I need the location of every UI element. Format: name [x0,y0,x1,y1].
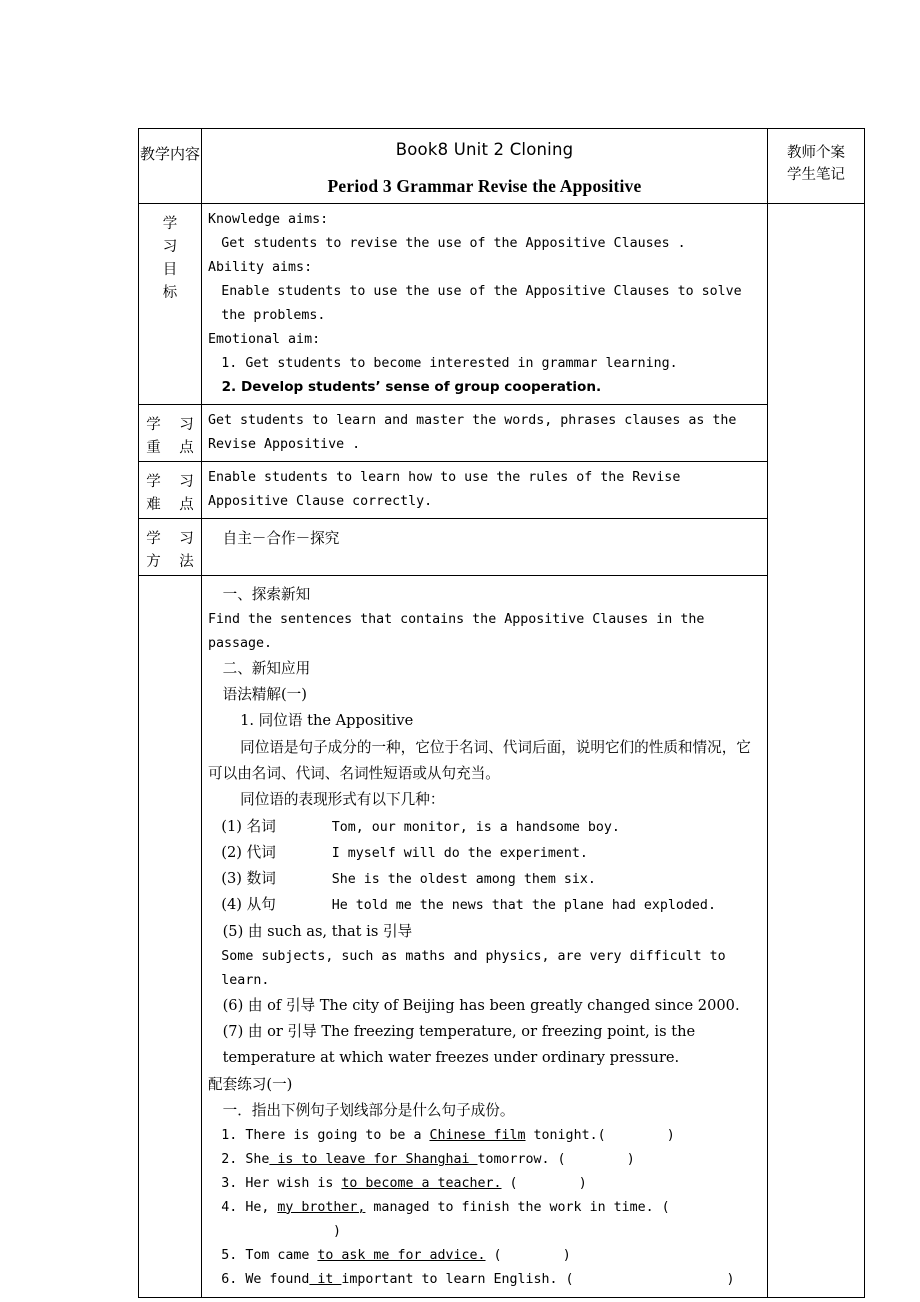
difficult-points-content: Enable students to learn how to use the rules of the Revise Appositive Clause correctly. [202,461,768,518]
exercise-instruction: 一．指出下例句子划线部分是什么句子成份。 [222,1101,515,1119]
exercise-close: ) [562,1247,571,1263]
exercise-close: ) [578,1175,587,1191]
label-line: 学 习 [146,416,201,433]
form-number: (2) [221,843,242,861]
form-item [208,866,762,892]
section-heading-explore: 一、探索新知 [222,585,311,603]
exercise-underlined: to become a teacher. [341,1175,502,1191]
exercise-number: 4. [221,1199,238,1215]
methods-text: 自主－合作－探究 [222,529,340,547]
table-row-objectives [139,204,865,405]
form-number: (4) [221,896,242,914]
exercise-item [208,1172,762,1196]
exercise-item [208,1148,762,1172]
exercise-close: ) [333,1223,342,1239]
notes-column-header [768,129,865,204]
row-label-difficult-points [139,461,202,518]
table-row-key-points [139,404,865,461]
exercise-number: 2. [221,1151,238,1167]
objectives-content [202,204,768,405]
exercise-text-before: He, [245,1199,278,1215]
exercise-close: ) [666,1128,675,1144]
exercise-text-after: important to learn English. ( [341,1271,574,1287]
row-label-main-content-empty [139,575,202,1298]
exercise-underlined: it [309,1271,342,1287]
exercise-heading: 配套练习(一) [208,1075,293,1093]
form-item-5-label: (5) 由 such as, that is 引导 [222,922,413,940]
exercise-underlined: to ask me for advice. [317,1247,486,1263]
exercise-text-before: There is going to be a [245,1128,430,1144]
form-type: 数词 [246,870,276,888]
exercise-number: 3. [221,1175,238,1191]
lesson-title-primary: Book8 Unit 2 Cloning [395,140,574,159]
grammar-item-title: 1. 同位语 the Appositive [240,712,414,730]
exercise-close: ) [626,1151,635,1167]
exercise-text-after: tonight.( [525,1128,606,1144]
form-number: (1) [221,817,242,835]
objective-line: 1. Get students to become interested in grammar learning. [221,355,678,371]
table-row-header [139,129,865,204]
form-item [208,840,762,866]
form-number: (3) [221,870,242,888]
form-item-5-example: Some subjects, such as maths and physics, are very difficult to learn. [221,948,726,988]
notes-label-student: 学生笔记 [787,167,845,184]
exercise-close: ) [726,1271,735,1287]
form-item-7: (7) 由 or 引导 The freezing temperature, or freezing point, is the temperature at which water freezes under ordinary pressure. [222,1022,696,1067]
label-line: 学 习 [146,530,201,547]
objective-line: Knowledge aims: [208,212,329,227]
exercise-item [208,1124,762,1148]
label-line: 难 点 [146,497,201,514]
form-example: I myself will do the experiment. [331,845,588,861]
objective-line: Enable students to use the use of the Appositive Clauses to solve the problems. [221,283,742,323]
notes-label-teacher: 教师个案 [787,145,845,161]
form-type: 从句 [246,896,276,914]
exercise-underlined: my brother, [277,1199,366,1215]
lesson-title-secondary: Period 3 Grammar Revise the Appositive [327,176,642,196]
form-example: Tom, our monitor, is a handsome boy. [331,819,620,835]
label-char-0: 学 [162,216,178,232]
objective-line: Get students to revise the use of the Appositive Clauses . [221,235,686,251]
exercise-number: 1. [221,1128,238,1144]
label-char-3: 标 [162,284,178,301]
exercise-text-before: Tom came [245,1247,318,1263]
form-type: 代词 [246,843,276,861]
forms-intro: 同位语的表现形式有以下几种： [240,791,445,809]
form-item [208,814,762,840]
label-char-2: 目 [162,261,178,278]
exercise-text-after: ( [485,1247,502,1263]
exercise-number: 5. [221,1247,238,1263]
exercise-item [208,1196,762,1244]
label-char-1: 习 [162,238,178,255]
section-text-explore: Find the sentences that contains the Appositive Clauses in the passage. [208,612,705,652]
objective-line: Ability aims: [208,259,313,275]
key-points-content: Get students to learn and master the words, phrases clauses as the Revise Appositive . [202,404,768,461]
label-line: 学 习 [146,473,201,490]
exercise-text-after: managed to finish the work in time. ( [365,1199,670,1215]
label-line: 重 点 [146,440,201,457]
form-item [208,892,762,918]
objective-line-emphasis: 2. Develop students’ sense of group cooperation. [221,379,602,396]
table-row-main-content [139,575,865,1298]
notes-column-body[interactable] [768,204,865,1298]
exercise-underlined: Chinese film [429,1128,526,1144]
table-row-methods [139,518,865,575]
table-row-difficult-points [139,461,865,518]
lesson-plan-table [138,128,865,1298]
grammar-paragraph: 同位语是句子成分的一种，它位于名词、代词后面，说明它们的性质和情况，它可以由名词、代词、名词性短语或从句充当。 [208,738,751,782]
exercise-item [208,1268,762,1292]
objective-line: Emotional aim: [208,331,321,347]
row-label-key-points [139,404,202,461]
grammar-heading: 语法精解(一) [222,686,307,704]
lesson-title-cell [202,129,768,204]
row-label-objectives [139,204,202,405]
exercise-underlined: is to leave for Shanghai [269,1151,478,1167]
exercise-text-before: We found [245,1271,310,1287]
exercise-text-after: ( [501,1175,518,1191]
main-content [202,575,768,1298]
exercise-item [208,1244,762,1268]
section-label-teaching-content: 教学内容 [139,129,202,204]
form-item-6: (6) 由 of 引导 The city of Beijing has been greatly changed since 2000. [222,996,740,1014]
row-label-methods [139,518,202,575]
form-type: 名词 [246,817,276,835]
section-heading-apply: 二、新知应用 [222,659,311,677]
label-line: 方 法 [146,554,201,571]
methods-content [202,518,768,575]
form-example: She is the oldest among them six. [331,872,596,888]
exercise-text-before: She [245,1151,270,1167]
form-example: He told me the news that the plane had exploded. [331,898,716,914]
exercise-text-before: Her wish is [245,1175,342,1191]
exercise-text-after: tomorrow. ( [477,1151,566,1167]
exercise-number: 6. [221,1271,238,1287]
